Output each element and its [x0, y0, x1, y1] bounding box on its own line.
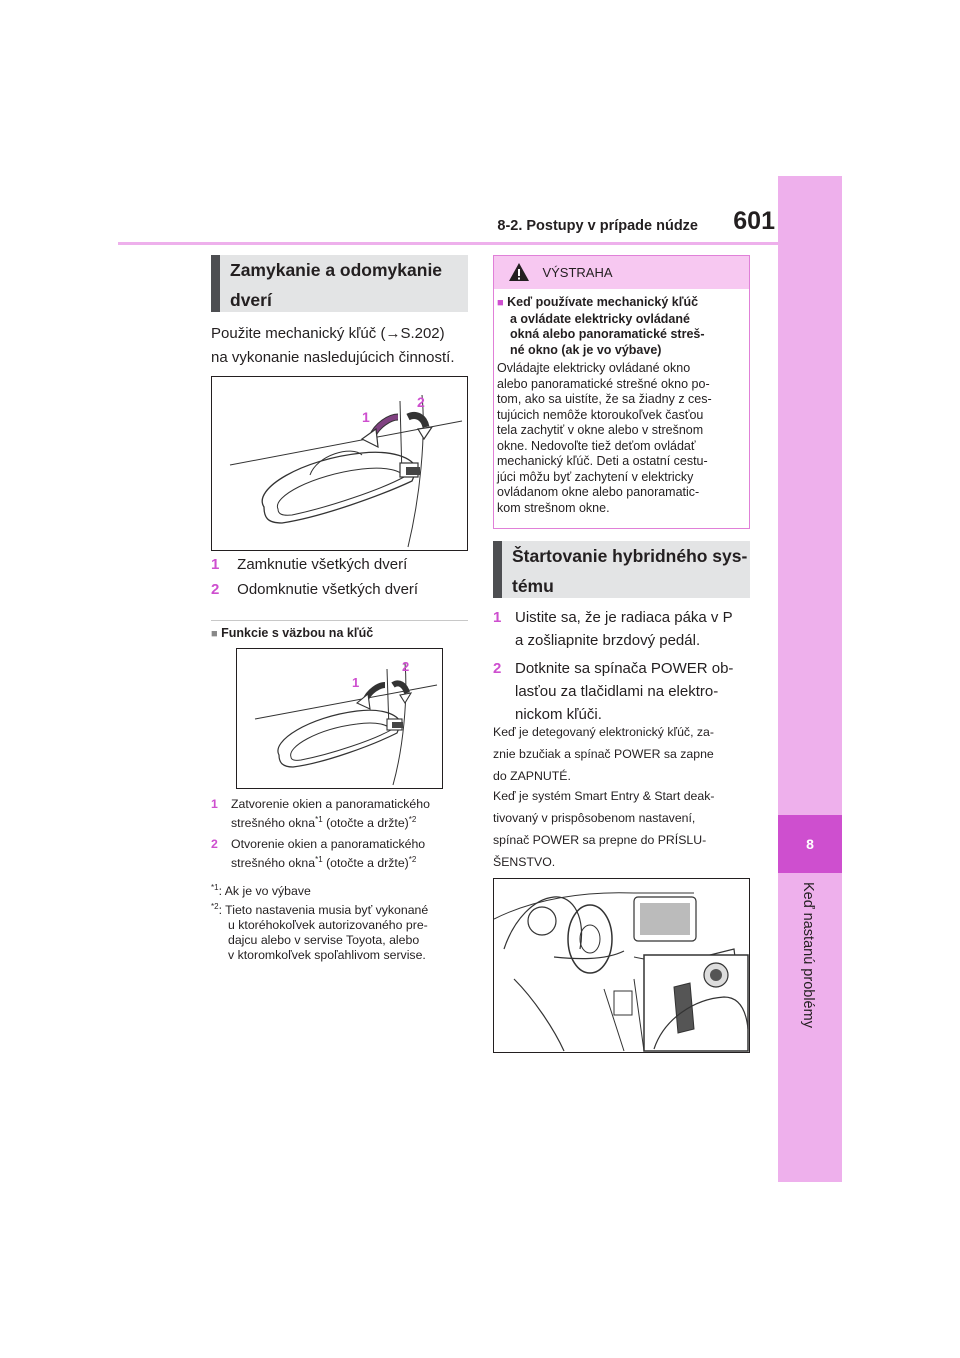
- step-text: Otvorenie okien a panoramatického: [231, 837, 426, 851]
- step-text: strešného okna: [231, 816, 316, 831]
- square-bullet-icon: ■: [211, 628, 218, 640]
- window-close-step: [211, 796, 481, 831]
- paragraph-deactivated: Keď je systém Smart Entry & Start deak- tivovaný v prispôsobenom nastavení, spínač POWER sa prepne do PRÍSLU- ŠENSTVO.: [493, 789, 715, 869]
- door-handle-figure-2: [236, 648, 443, 789]
- callout-1: 1: [362, 409, 370, 425]
- start-step-2: 2 Dotknite sa spínača POWER ob- lasťou za tlačidlami na elektro- nickom kľúči.: [493, 660, 734, 723]
- step-text: strešného okna: [231, 856, 316, 871]
- section-title-hybrid-start: [493, 541, 750, 598]
- chapter-title-text: Keď nastanú problémy: [800, 882, 816, 1028]
- footnote-ref: *2: [408, 815, 417, 824]
- step-number: 2: [211, 581, 220, 598]
- paragraph-detected: Keď je detegovaný elektronický kľúč, za- znie bzučiak a spínač POWER sa zapne do ZAPNUTÉ.: [493, 725, 714, 783]
- footnote-2: $^{*2}$: Tieto nastavenia musia byť vykonané: [211, 902, 429, 918]
- intro-line: Použite mechanický kľúč (→S.202): [211, 325, 445, 342]
- footnote-2-continuation: u ktoréhokoľvek autorizovaného pre- dajcu alebo v servise Toyota, alebo v ktoromkoľvek spoľahlivom servise.: [228, 918, 428, 963]
- callout-2: 2: [417, 394, 425, 410]
- step-text: Zamknutie všetkých dverí: [237, 556, 408, 573]
- divider: [211, 620, 468, 621]
- warning-title: [508, 262, 708, 284]
- footnote-ref: *1: [315, 855, 323, 864]
- square-bullet-icon: ■: [497, 297, 504, 309]
- step-text: Zatvorenie okien a panoramatického: [231, 797, 430, 811]
- door-handle-figure-1: [211, 376, 468, 551]
- step-unlock: [211, 578, 471, 601]
- section-header: 8-2. Postupy v prípade núdze: [497, 218, 698, 234]
- callout-1: 1: [352, 675, 360, 690]
- step-text: Odomknutie všetkých dverí: [237, 581, 419, 598]
- door-handle-illustration: [237, 649, 442, 788]
- subheading-text: Funkcie s väzbou na kľúč: [221, 626, 374, 640]
- step-text: (otočte a držte): [322, 816, 409, 831]
- callout-2: 2: [402, 659, 410, 674]
- header-rule: [118, 242, 778, 245]
- door-handle-illustration: [212, 377, 467, 550]
- subheading-key-linked: [211, 626, 471, 640]
- warning-heading: ■ Keď používate mechanický kľúč a ovládate elektricky ovládané okná alebo panoramatické streš- né okno (ak je vo výbave): [497, 295, 705, 357]
- step-number: 1: [211, 556, 220, 573]
- section-title-line: Štartovanie hybridného sys-: [512, 546, 748, 566]
- chapter-title: [800, 882, 820, 1042]
- window-open-step: [211, 836, 481, 871]
- driver-start-figure: [493, 878, 750, 1053]
- section-title-line: tému: [512, 576, 554, 596]
- step-number: 2: [211, 837, 218, 851]
- footnote-1: $^{*1}$: Ak je vo výbave: [211, 883, 311, 899]
- page-number: 601: [733, 207, 775, 235]
- chapter-number: 8: [778, 815, 842, 873]
- section-title-line: dverí: [230, 290, 272, 310]
- warning-body: Ovládajte elektricky ovládané okno alebo panoramatické strešné okno po- tom, ako sa uistíte, že sa žiadny z ces- tujúcich nemôže ktoroukoľvek časťou tela zachytiť v okne alebo v strešnom okne. Nedovoľte tiež deťom ovládať mechanický kľúč. Deti a ostatní cestu- júci môžu byť zachytení v elektricky ovládanom okne alebo panoramatic- kom strešnom okne.: [497, 361, 712, 515]
- step-lock: [211, 553, 471, 576]
- warning-title-text: VÝSTRAHA: [542, 264, 613, 280]
- footnote-ref: *2: [408, 855, 417, 864]
- section-title-locking: [211, 255, 468, 312]
- section-title-line: Zamykanie a odomykanie: [230, 260, 443, 280]
- driver-illustration: [494, 879, 749, 1052]
- footnotes: [211, 880, 481, 963]
- intro-line: na vykonanie nasledujúcich činností.: [211, 349, 455, 366]
- step-text: (otočte a držte): [322, 856, 409, 871]
- warning-triangle-icon: [508, 262, 530, 282]
- footnote-ref: *1: [315, 815, 323, 824]
- start-step-1: 1 Uistite sa, že je radiaca páka v P a zošliapnite brzdový pedál.: [493, 609, 733, 649]
- step-number: 1: [211, 797, 218, 811]
- intro-text: [211, 322, 481, 370]
